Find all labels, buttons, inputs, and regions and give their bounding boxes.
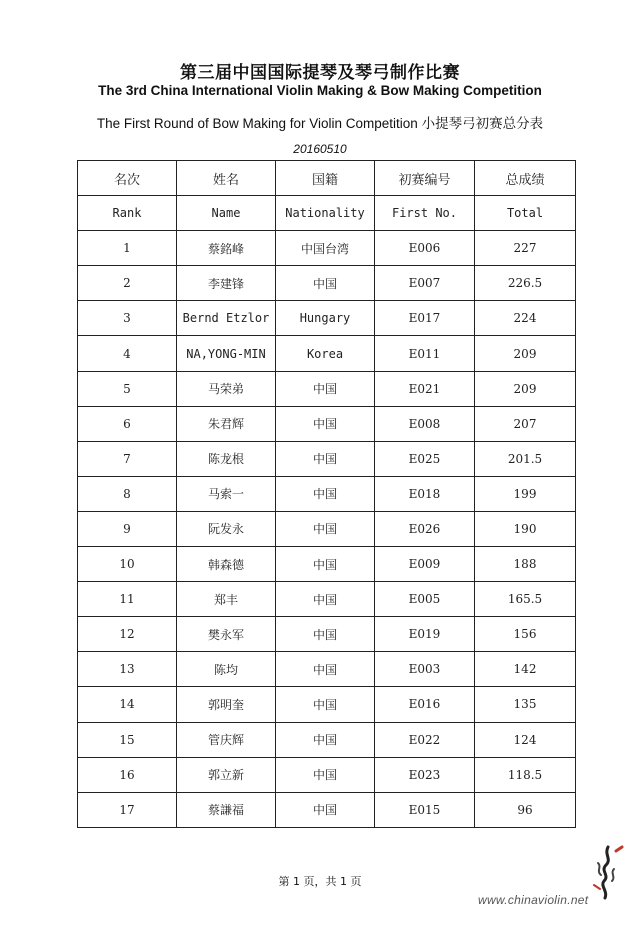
table-row — [78, 301, 576, 336]
table-row — [78, 406, 576, 441]
cell-total: Total — [475, 196, 576, 231]
cell-total: 199 — [475, 476, 576, 511]
cell-total: 96 — [475, 792, 576, 827]
cell-name: 蔡謙福 — [177, 792, 276, 827]
table-row — [78, 547, 576, 582]
cell-nationality: Hungary — [276, 301, 375, 336]
cell-rank: 4 — [78, 336, 177, 371]
cell-name: 阮发永 — [177, 511, 276, 546]
table-row — [78, 617, 576, 652]
cell-nationality: 中国 — [276, 757, 375, 792]
cell-nationality: 中国 — [276, 792, 375, 827]
cell-rank: 9 — [78, 511, 177, 546]
cell-rank: 名次 — [78, 161, 177, 196]
table-row — [78, 511, 576, 546]
cell-name: 管庆辉 — [177, 722, 276, 757]
cell-total: 209 — [475, 336, 576, 371]
cell-rank: 6 — [78, 406, 177, 441]
cell-rank: 2 — [78, 266, 177, 301]
cell-nationality: Nationality — [276, 196, 375, 231]
table-row — [78, 687, 576, 722]
cell-nationality: 中国 — [276, 266, 375, 301]
cell-total: 118.5 — [475, 757, 576, 792]
cell-name: 陈龙根 — [177, 441, 276, 476]
cell-nationality: 中国 — [276, 722, 375, 757]
cell-total: 总成绩 — [475, 161, 576, 196]
cell-first-no: E009 — [375, 547, 475, 582]
cell-nationality: 中国台湾 — [276, 231, 375, 266]
cell-first-no: E019 — [375, 617, 475, 652]
cell-name: 马索一 — [177, 476, 276, 511]
cell-total: 201.5 — [475, 441, 576, 476]
cell-rank: Rank — [78, 196, 177, 231]
cell-name: 郭立新 — [177, 757, 276, 792]
cell-rank: 5 — [78, 371, 177, 406]
cell-first-no: E011 — [375, 336, 475, 371]
cell-first-no: E006 — [375, 231, 475, 266]
cell-nationality: 中国 — [276, 406, 375, 441]
cell-first-no: E021 — [375, 371, 475, 406]
cell-name: Bernd Etzlor — [177, 301, 276, 336]
cell-nationality: 中国 — [276, 617, 375, 652]
header-row-chinese — [78, 161, 576, 196]
cell-total: 142 — [475, 652, 576, 687]
cell-name: 姓名 — [177, 161, 276, 196]
page-subtitle: The First Round of Bow Making for Violin Competition 小提琴弓初赛总分表 — [96, 116, 544, 131]
cell-nationality: 中国 — [276, 547, 375, 582]
cell-name: 朱君辉 — [177, 406, 276, 441]
cell-rank: 10 — [78, 547, 177, 582]
table-row — [78, 757, 576, 792]
table-row — [78, 652, 576, 687]
cell-rank: 14 — [78, 687, 177, 722]
cell-total: 156 — [475, 617, 576, 652]
cell-nationality: 中国 — [276, 511, 375, 546]
cell-total: 135 — [475, 687, 576, 722]
cell-rank: 8 — [78, 476, 177, 511]
cell-total: 226.5 — [475, 266, 576, 301]
cell-nationality: 中国 — [276, 371, 375, 406]
page-number: 第 1 页，共 1 页 — [278, 875, 362, 888]
cell-rank: 13 — [78, 652, 177, 687]
cell-rank: 16 — [78, 757, 177, 792]
table-row — [78, 371, 576, 406]
cell-first-no: E022 — [375, 722, 475, 757]
cell-first-no: First No. — [375, 196, 475, 231]
cell-first-no: E026 — [375, 511, 475, 546]
cell-name: Name — [177, 196, 276, 231]
cell-total: 188 — [475, 547, 576, 582]
cell-total: 124 — [475, 722, 576, 757]
table-row — [78, 266, 576, 301]
cell-name: 郭明奎 — [177, 687, 276, 722]
cell-rank: 12 — [78, 617, 177, 652]
cell-first-no: E005 — [375, 582, 475, 617]
cell-total: 207 — [475, 406, 576, 441]
cell-rank: 11 — [78, 582, 177, 617]
cell-first-no: E007 — [375, 266, 475, 301]
website-watermark: www.chinaviolin.net — [478, 893, 589, 907]
cell-total: 190 — [475, 511, 576, 546]
cell-first-no: E016 — [375, 687, 475, 722]
cell-first-no: E023 — [375, 757, 475, 792]
cell-name: 陈均 — [177, 652, 276, 687]
cell-rank: 3 — [78, 301, 177, 336]
table-row — [78, 231, 576, 266]
cell-name: 韩森德 — [177, 547, 276, 582]
cell-nationality: 中国 — [276, 441, 375, 476]
cell-first-no: E025 — [375, 441, 475, 476]
cell-nationality: 中国 — [276, 582, 375, 617]
cell-rank: 1 — [78, 231, 177, 266]
table-row — [78, 582, 576, 617]
cell-total: 224 — [475, 301, 576, 336]
cell-name: 樊永军 — [177, 617, 276, 652]
date-label: 20160510 — [293, 142, 347, 156]
cell-name: NA,YONG-MIN — [177, 336, 276, 371]
page-title-chinese: 第三届中国国际提琴及琴弓制作比赛 — [180, 63, 460, 83]
cell-name: 蔡銘峰 — [177, 231, 276, 266]
cell-nationality: 中国 — [276, 687, 375, 722]
table-row — [78, 476, 576, 511]
cell-nationality: 国籍 — [276, 161, 375, 196]
table-row — [78, 722, 576, 757]
cell-name: 李建锋 — [177, 266, 276, 301]
table-row — [78, 792, 576, 827]
results-table — [77, 160, 576, 828]
cell-first-no: E008 — [375, 406, 475, 441]
cell-nationality: Korea — [276, 336, 375, 371]
violin-brush-logo-icon — [586, 845, 626, 900]
cell-first-no: E018 — [375, 476, 475, 511]
table-row — [78, 441, 576, 476]
cell-first-no: E017 — [375, 301, 475, 336]
cell-first-no: E015 — [375, 792, 475, 827]
header-row-english — [78, 196, 576, 231]
cell-first-no: 初赛编号 — [375, 161, 475, 196]
cell-rank: 17 — [78, 792, 177, 827]
cell-total: 209 — [475, 371, 576, 406]
page-title-english: The 3rd China International Violin Making & Bow Making Competition — [98, 83, 542, 98]
cell-total: 165.5 — [475, 582, 576, 617]
cell-first-no: E003 — [375, 652, 475, 687]
cell-rank: 7 — [78, 441, 177, 476]
cell-nationality: 中国 — [276, 652, 375, 687]
table-row — [78, 336, 576, 371]
cell-rank: 15 — [78, 722, 177, 757]
cell-nationality: 中国 — [276, 476, 375, 511]
cell-name: 郑丰 — [177, 582, 276, 617]
cell-total: 227 — [475, 231, 576, 266]
cell-name: 马荣弟 — [177, 371, 276, 406]
